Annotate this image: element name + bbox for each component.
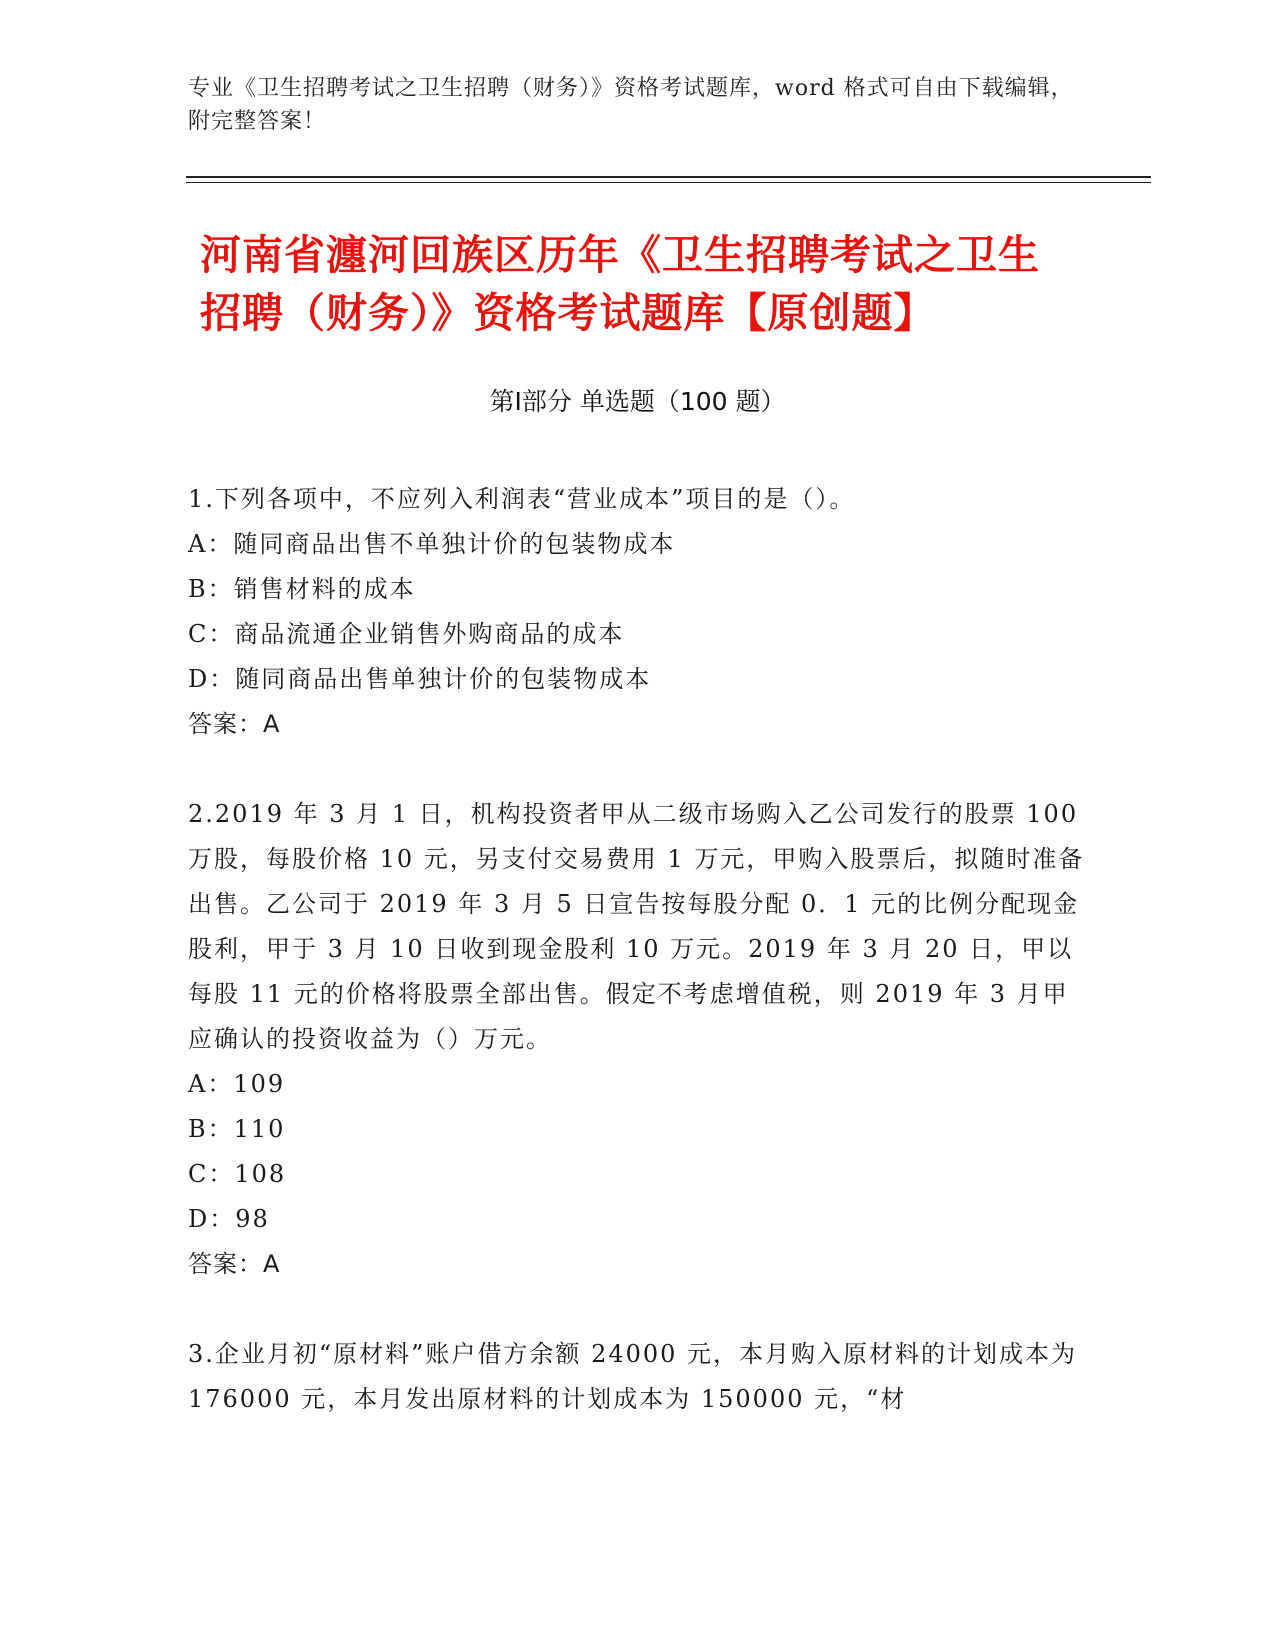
question-stem: 3.企业月初“原材料”账户借方余额 24000 元，本月购入原材料的计划成本为 176000 元，本月发出原材料的计划成本为 150000 元，“材 (188, 1340, 1078, 1413)
question-item (188, 792, 1088, 1287)
option-c: C：商品流通企业销售外购商品的成本 (188, 620, 625, 648)
question-stem: 2.2019 年 3 月 1 日，机构投资者甲从二级市场购入乙公司发行的股票 100 万股，每股价格 10 元，另支付交易费用 1 万元，甲购入股票后，拟随时准备出售。乙公司于 2019 年 3 月 5 日宣告按每股分配 0．1 元的比例分配现金股利，甲于 3 月 10 日收到现金股利 10 万元。2019 年 3 月 20 日，甲以每股 11 元的价格将股票全部出售。假定不考虑增值税，则 2019 年 3 月甲应确认的投资收益为（）万元。 (188, 800, 1085, 1053)
question-spacer (188, 1287, 1088, 1332)
option-d: D：随同商品出售单独计价的包装物成本 (188, 665, 652, 693)
option-b: B：110 (188, 1115, 286, 1143)
answer-line: 答案：A (188, 710, 281, 738)
answer-line: 答案：A (188, 1250, 281, 1278)
option-c: C：108 (188, 1160, 287, 1188)
option-a: A：随同商品出售不单独计价的包装物成本 (188, 530, 676, 558)
document-title: 河南省瀍河回族区历年《卫生招聘考试之卫生招聘（财务）》资格考试题库【原创题】 (200, 231, 1040, 337)
question-stem: 1.下列各项中，不应列入利润表“营业成本”项目的是（）。 (188, 485, 856, 513)
option-b: B：销售材料的成本 (188, 575, 416, 603)
question-item (188, 1332, 1088, 1422)
option-d: D：98 (188, 1205, 270, 1233)
question-list (188, 477, 1088, 1422)
question-spacer (188, 747, 1088, 792)
header-divider-thin (186, 182, 1151, 183)
header-note: 专业《卫生招聘考试之卫生招聘（财务）》资格考试题库，word 格式可自由下载编辑，附完整答案！ (188, 76, 1074, 134)
section-heading: 第Ⅰ部分 单选题（100 题） (489, 387, 786, 416)
option-a: A：109 (188, 1070, 286, 1098)
question-item (188, 477, 1088, 747)
header-divider-thick (186, 176, 1151, 178)
